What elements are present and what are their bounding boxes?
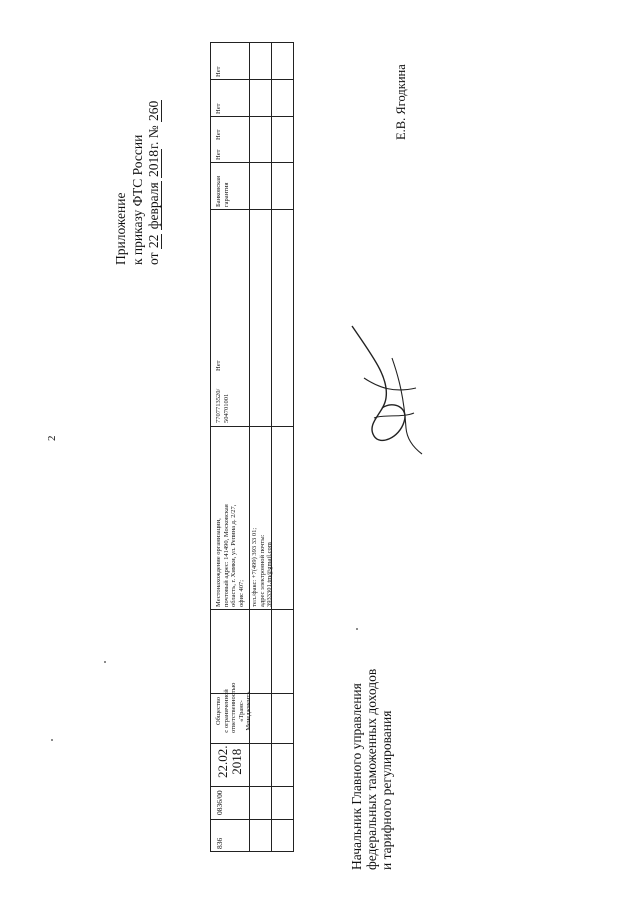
signer-name: Е.В. Ягодкина [394,64,408,140]
position-line: Начальник Главного управления [349,683,364,870]
cell-index: 836 [215,837,224,849]
order-reference-text: к приказу ФТС России [130,134,145,265]
appendix-header [113,193,128,265]
cell-address [215,427,274,607]
cell-net-4: Нет [215,103,222,114]
order-date-line [146,100,161,265]
address-line: тел./факс: +7(499) 393 33 01; [251,527,258,607]
address-line: 3933301.tm@gmail.com [266,542,273,607]
org-line: «Транс- [237,700,245,722]
cell-code: 0836/00 [215,790,224,815]
inn-line: 504701001 [222,393,230,423]
registry-table [210,42,294,852]
inn-line: 7707713520/ [215,388,222,423]
date-day: 22 [146,234,161,249]
org-line: с ограниченной [222,689,230,733]
signatory-position [349,669,394,870]
number-sign: № [146,125,161,139]
date-month: февраля [146,182,161,230]
guarantee-line: Банковская [215,175,222,207]
address-line: область, г. Химки, ул. Репина д. 2/27, [230,504,237,607]
position-line: федеральных таможенных доходов [364,668,379,870]
cell-date-line1: 22.02. [215,745,230,778]
handwritten-signature [344,318,424,458]
cell-date [216,746,244,779]
scan-speck [104,661,106,663]
date-prefix: от [146,252,161,265]
scan-speck [51,739,53,741]
address-line: офис 407; [237,579,245,607]
cell-date-line2: 2018 [229,748,244,775]
cell-inn-kpp [215,360,230,423]
address-line: Местонахождение организации, [215,518,222,607]
date-year: 2018 [146,149,161,177]
org-line: ответственностью [230,682,237,733]
address-line: адрес электронной почты: [258,534,266,607]
org-line: Общество [215,696,222,726]
cell-net-3: Нет [215,129,222,140]
address-line: почтовый адрес: 141490, Московская [222,504,230,607]
date-suffix: г. [146,141,161,149]
appendix-title: Приложение [113,192,128,265]
org-line: Менеджмент» [245,691,252,731]
cell-net-2: Нет [215,149,222,160]
guarantee-line: гарантия [222,182,230,207]
cell-guarantee [215,167,230,207]
cell-organization [215,682,253,733]
scan-speck [356,628,358,630]
cell-net-5: Нет [215,66,222,77]
order-number: 260 [146,100,161,121]
position-line: и тарифного регулирования [379,710,394,870]
cell-net-1: Нет [215,360,222,371]
order-reference [130,135,145,265]
page-number: 2 [46,435,58,441]
